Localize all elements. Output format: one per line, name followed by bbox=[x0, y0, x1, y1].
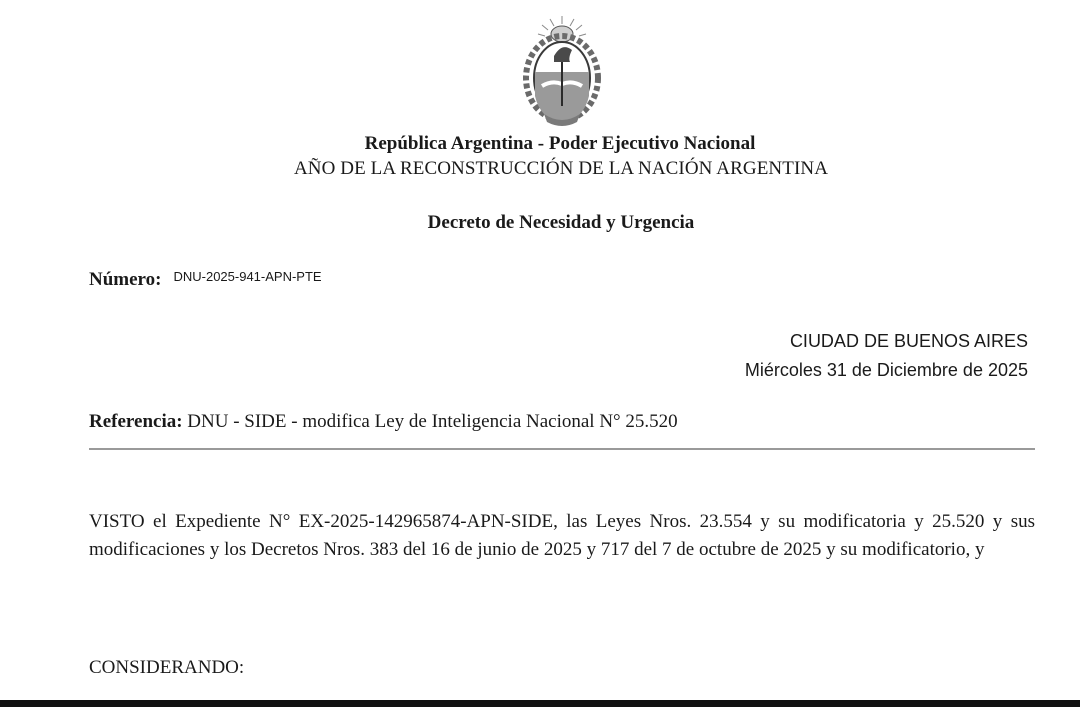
visto-paragraph: VISTO el Expediente N° EX-2025-142965874-APN-SIDE, las Leyes Nros. 23.554 y su modificatoria y 25.520 y sus modificaciones y los Decretos Nros. 383 del 16 de junio de 2025 y 717 del 7 de octubre de 2025 y su modificatorio, y bbox=[89, 511, 1035, 560]
considerando-heading: CONSIDERANDO: bbox=[89, 657, 245, 678]
place: CIUDAD DE BUENOS AIRES bbox=[789, 331, 1028, 351]
bottom-edge bbox=[0, 700, 1080, 707]
numero-value: DNU-2025-941-APN-PTE bbox=[173, 269, 322, 284]
referencia-label: Referencia: bbox=[89, 411, 183, 432]
divider bbox=[89, 448, 1035, 450]
referencia-value: DNU - SIDE - modifica Ley de Inteligencia Nacional N° 25.520 bbox=[182, 411, 678, 432]
coat-of-arms-icon bbox=[522, 14, 602, 132]
header-title: República Argentina - Poder Ejecutivo Nacional bbox=[364, 133, 756, 154]
header-year-motto: AÑO DE LA RECONSTRUCCIÓN DE LA NACIÓN ARGENTINA bbox=[293, 158, 829, 179]
document-type: Decreto de Necesidad y Urgencia bbox=[427, 212, 695, 233]
numero-label: Número: bbox=[89, 269, 162, 290]
numero-row bbox=[89, 269, 322, 291]
place-date-block bbox=[745, 327, 1028, 385]
referencia-row bbox=[89, 411, 678, 433]
date: Miércoles 31 de Diciembre de 2025 bbox=[744, 360, 1028, 380]
